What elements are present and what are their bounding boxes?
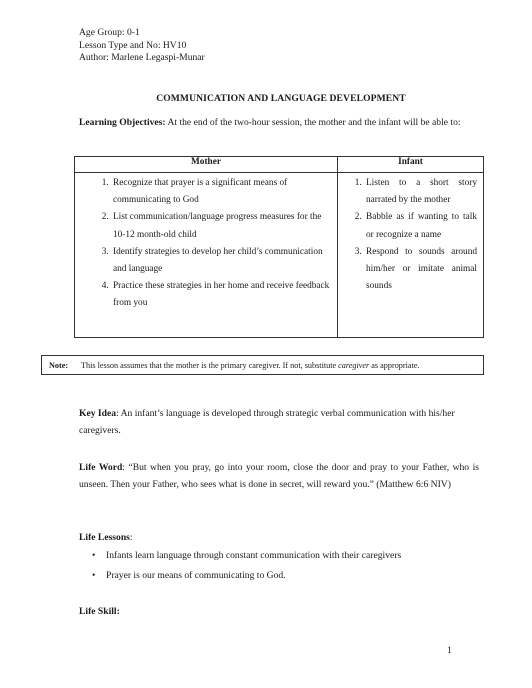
- note-emphasis: caregiver: [338, 361, 370, 370]
- life-skill-label: Life Skill:: [79, 606, 120, 617]
- page-number: 1: [447, 645, 452, 656]
- life-lesson-text: Infants learn language through constant communication with their caregivers: [106, 550, 402, 561]
- objectives-label: Learning Objectives:: [79, 117, 166, 128]
- key-idea-text: : An infant’s language is developed through strategic verbal communication with his/her caregivers.: [79, 408, 455, 436]
- life-lessons-list: [79, 546, 506, 586]
- mother-cell: [75, 173, 338, 338]
- life-word-label: Life Word: [79, 462, 123, 473]
- key-idea: [79, 405, 479, 439]
- infant-objectives-list: [342, 175, 477, 295]
- note-text: [81, 356, 420, 376]
- mother-objective: 4. Practice these strategies in her home and receive feedback from you: [111, 278, 331, 312]
- mother-objective: 3. Identify strategies to develop her child’s communication and language: [111, 244, 331, 278]
- infant-objective: 2. Babble as if wanting to talk or recognize a name: [364, 209, 477, 243]
- bullet-icon: •: [92, 570, 96, 581]
- key-idea-label: Key Idea: [79, 408, 117, 419]
- life-word-text: : “But when you pray, go into your room, close the door and pray to your Father, who is unseen. Then your Father, who sees what is done in secret, will reward you.” (Matthew 6:6 NIV): [79, 462, 479, 490]
- objectives-text: At the end of the two-hour session, the mother and the infant will be able to:: [165, 117, 461, 128]
- life-word: [79, 459, 479, 493]
- infant-objective: 1. Listen to a short story narrated by the mother: [364, 175, 477, 209]
- life-lessons-heading: [79, 529, 479, 546]
- infant-header: Infant: [338, 157, 484, 173]
- lesson-type: Lesson Type and No: HV10: [79, 39, 187, 51]
- note-text-after: as appropriate.: [369, 361, 420, 370]
- life-lessons-suffix: :: [129, 532, 133, 543]
- mother-objective: 2. List communication/language progress measures for the 10-12 month-old child: [111, 209, 331, 243]
- list-item: [92, 566, 506, 586]
- life-skill: [79, 603, 479, 620]
- objectives-table: [74, 156, 484, 338]
- infant-objective: 3. Respond to sounds around him/her or imitate animal sounds: [364, 244, 477, 296]
- note-text-before: This lesson assumes that the mother is the primary caregiver. If not, substitute: [81, 361, 339, 370]
- life-lesson-text: Prayer is our means of communicating to God.: [106, 570, 286, 581]
- lesson-meta: [79, 27, 205, 65]
- age-group: Age Group: 0-1: [79, 27, 140, 38]
- bullet-icon: •: [92, 550, 96, 561]
- lesson-title: COMMUNICATION AND LANGUAGE DEVELOPMENT: [156, 93, 406, 104]
- note-box: [41, 355, 484, 375]
- mother-objective: 1. Recognize that prayer is a significant means of communicating to God: [111, 175, 331, 209]
- infant-cell: [338, 173, 484, 338]
- mother-header: Mother: [75, 157, 338, 173]
- learning-objectives: [79, 115, 479, 130]
- author: Author: Marlene Legaspi-Munar: [79, 52, 205, 63]
- list-item: [92, 546, 506, 566]
- life-lessons-label: Life Lessons: [79, 532, 130, 543]
- note-label: Note:: [49, 361, 69, 370]
- mother-objectives-list: [79, 175, 331, 313]
